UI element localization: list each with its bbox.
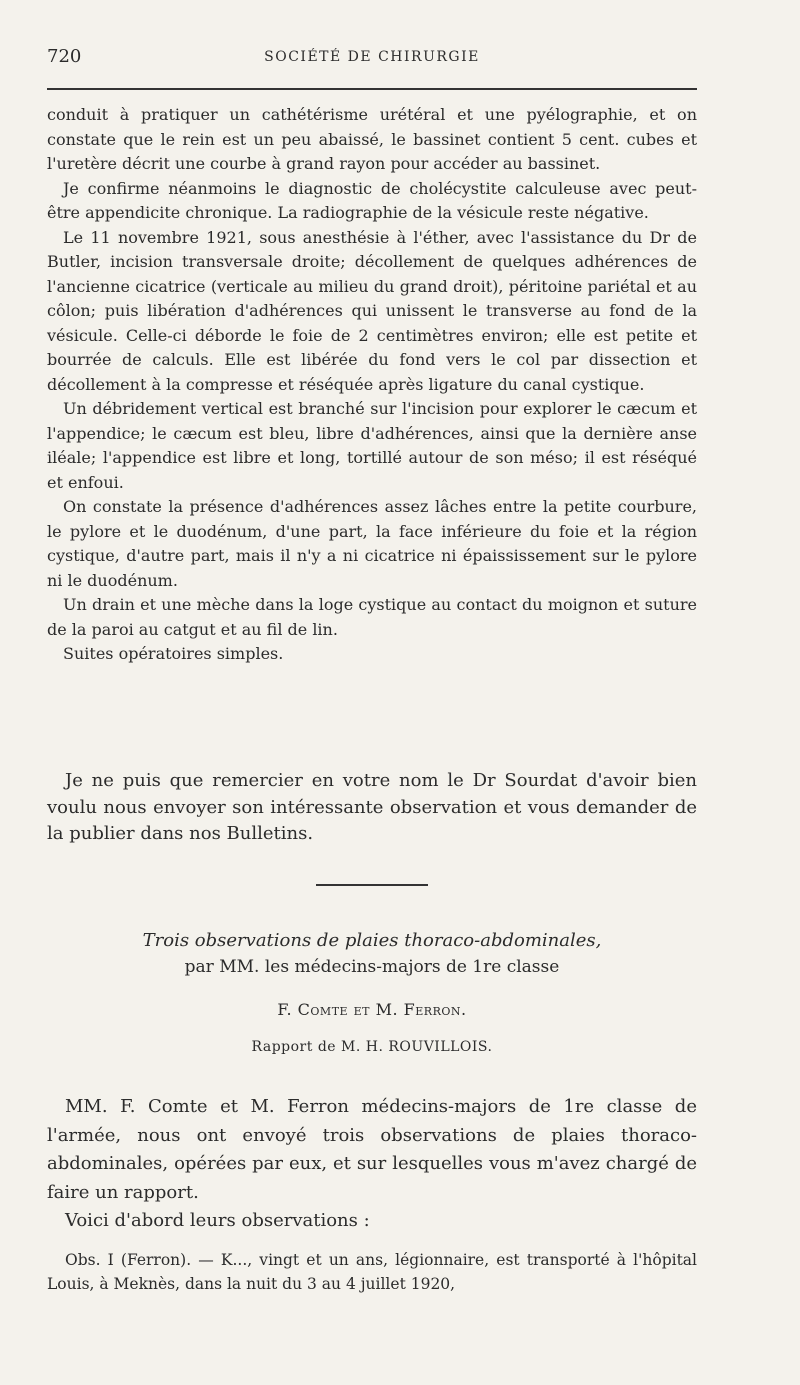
article-authors: F. Comte et M. Ferron. <box>277 1000 467 1019</box>
report-paragraph: Un drain et une mèche dans la loge cystique au contact du moignon et suture de la paroi au catgut et au fil de lin. <box>47 595 697 639</box>
article-paragraph: MM. F. Comte et M. Ferron médecins-majors de 1re classe de l'armée, nous ont envoyé trois observations de plaies thoraco-abdominales, opérées par eux, et sur lesquelles vous m'avez chargé de faire un rapport. <box>47 1096 697 1203</box>
report-paragraph: On constate la présence d'adhérences assez lâches entre la petite courbure, le pylore et le duodénum, d'une part, la face inférieure du foie et la région cystique, d'autre part, mais il n'y a ni cicatrice ni épaississement sur le pylore ni le duodénum. <box>47 497 697 590</box>
running-title: SOCIÉTÉ DE CHIRURGIE <box>264 49 480 65</box>
article-paragraph: Voici d'abord leurs observations : <box>65 1210 370 1231</box>
report-paragraph: Le 11 novembre 1921, sous anesthésie à l'éther, avec l'assistance du Dr de Butler, incision transversale droite; décollement de quelques adhérences de l'ancienne cicatrice (verticale au milieu du grand droit), péritoine pariétal et au côlon; puis libération d'adhérences qui unissent le transverse au fond de la vésicule. Celle-ci déborde le foie de 2 centimètres environ; elle est petite et bourrée de calculs. Elle est libérée du fond vers le col par dissection et décollement à la compresse et réséquée après ligature du canal cystique. <box>47 227 697 394</box>
section-separator <box>316 884 428 886</box>
report-paragraph: conduit à pratiquer un cathétérisme urétéral et une pyélographie, et on constate que le rein est un peu abaissé, le bassinet contient 5 cent. cubes et l'uretère décrit une courbe à grand rayon pour accéder au bassinet. <box>47 105 697 173</box>
observation-text <box>47 1248 697 1296</box>
article-body <box>47 1093 697 1236</box>
report-paragraph: Je confirme néanmoins le diagnostic de cholécystite calculeuse avec peut-être appendicite chronique. La radiographie de la vésicule reste négative. <box>47 178 697 222</box>
report-conclusion <box>47 768 697 848</box>
observation-paragraph: Obs. I (Ferron). — K..., vingt et un ans, légionnaire, est transporté à l'hôpital Louis, à Meknès, dans la nuit du 3 au 4 juillet 1920, <box>47 1251 697 1293</box>
report-continuation <box>47 103 697 667</box>
conclusion-paragraph: Je ne puis que remercier en votre nom le Dr Sourdat d'avoir bien voulu nous envoyer son intéressante observation et vous demander de la publier dans nos Bulletins. <box>47 770 697 844</box>
page-header <box>47 46 697 70</box>
article-rapport: Rapport de M. H. ROUVILLOIS. <box>251 1039 493 1055</box>
report-paragraph: Un débridement vertical est branché sur l'incision pour explorer le cæcum et l'appendice; le cæcum est bleu, libre d'adhérences, ainsi que la dernière anse iléale; l'appendice est libre et long, tortillé autour de son méso; il est réséqué et enfoui. <box>47 399 697 492</box>
page-number: 720 <box>47 46 82 67</box>
article-title: Trois observations de plaies thoraco-abdominales, <box>142 930 602 951</box>
header-rule <box>47 88 697 90</box>
article-byline: par MM. les médecins-majors de 1re classe <box>184 957 560 977</box>
report-paragraph: Suites opératoires simples. <box>63 644 284 663</box>
article-heading <box>47 928 697 1055</box>
